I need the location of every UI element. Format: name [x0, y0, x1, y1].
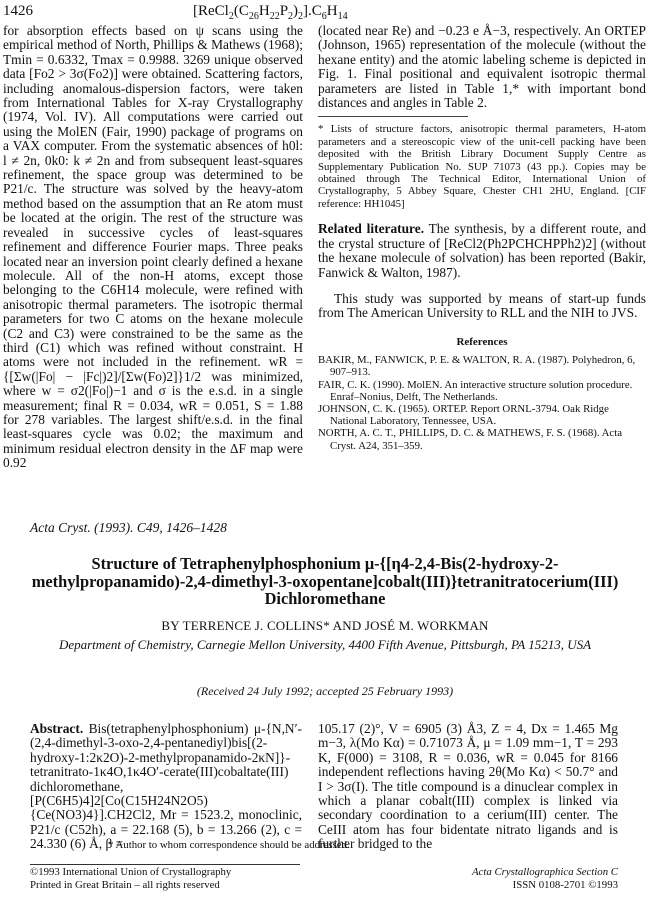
- copyright-block: [30, 866, 231, 891]
- running-header: [3, 3, 647, 21]
- issn: ISSN 0108-2701 ©1993: [512, 878, 618, 891]
- right-column: [318, 24, 646, 452]
- abstract-right-column: [318, 722, 618, 852]
- footer-divider: [30, 864, 300, 865]
- received-dates: (Received 24 July 1992; accepted 25 February 1993): [196, 684, 454, 698]
- abstract-heading: Abstract.: [30, 721, 84, 736]
- author-affiliation: Department of Chemistry, Carnegie Mellon University, 4400 Fifth Avenue, Pittsburgh, PA 15213, USA: [58, 637, 592, 652]
- acknowledgement: This study was supported by means of start-up funds from The American University to RLL and the NIH to JVS.: [318, 290, 646, 321]
- experimental-text: for absorption effects based on ψ scans using the empirical method of North, Phillips & Mathews (1968); Tmin = 0.6332, Tmax = 0.9988. 3269 unique observed data [Fo2 > 3σ(Fo2)] were obtained. Scattering factors, including anomalous-dispersion factors, were taken from International Tables for X-ray Crystallography (1974, Vol. IV). All computations were carried out using the MolEN (Fair, 1990) package of programs on a VAX computer. From the systematic absences of h0l: l ≠ 2n, 0k0: k ≠ 2n and from subsequent least-squares refinement, the space group was determined to be P21/c. The structure was solved by the heavy-atom method based on the assumption that an Re atom must be located at the origin. The rest of the structure was revealed in successive cycles of least-squares refinement and difference Fourier maps. Three peaks located near an inversion point clearly defined a hexane molecule. All of the non-H atoms, except those belonging to the C6H14 molecule, were refined with anisotropic thermal parameters. The isotropic thermal parameters for two C atoms on the hexane molecule (C2 and C3) were constrained to be the same as the third (C1) which was refined without constraint. H atoms were not included in the refinement. wR = {[Σw(|Fo| − |Fc|)2]/[Σw(Fo)2]}1/2 was minimized, where w = σ2(|Fo|)−1 and σ is the e.s.d. in a single measurement; final R = 0.034, wR = 0.051, S = 1.88 for 278 variables. The largest shift/e.s.d. in the final least-squares cycle was 0.02; the maximum and minimum residual electron density in the ΔF map were 0.92: [3, 23, 303, 471]
- related-text: The synthesis, by a different route, and the crystal structure of [ReCl2(Ph2PCHCHPPh2)2] (without the hexane molecule of solvation) has been reported (Bakir, Fanwick & Walton, 1987).: [318, 221, 647, 280]
- abstract-left-column: [30, 722, 302, 852]
- abstract-left-text: Bis(tetraphenylphosphonium) μ-{N,N′-(2,4-dimethyl-3-oxo-2,4-pentanediyl)bis[(2-hydroxy-1:2κ2O)-2-methylpropanamido-2κN]}-tetranitrato-1κ4O,1κ4O′-cerate(III)cobaltate(III) dichloromethane, [P(C6H5)4]2[Co(C15H24N2O5){Ce(NO3)4}].CH2Cl2, Mr = 1523.2, monoclinic, P21/c (C52h), a = 22.168 (5), b = 13.266 (2), c = 24.330 (6) Å, β =: [30, 721, 302, 852]
- references-heading: References: [456, 335, 508, 348]
- left-column: [3, 24, 303, 471]
- reference-item: NORTH, A. C. T., PHILLIPS, D. C. & MATHEWS, F. S. (1968). Acta Cryst. A24, 351–359.: [318, 427, 623, 452]
- page-number: 1426: [3, 3, 33, 19]
- article-title: Structure of Tetraphenylphosphonium μ-{[η4-2,4-Bis(2-hydroxy-2-methylpropanamido)-2,4-dimethyl-3-oxopentane]cobalt(III)}tetranitratocerium(III) Dichloromethane: [31, 554, 619, 609]
- footnote-divider: [318, 116, 468, 117]
- copyright: ©1993 International Union of Crystallography: [30, 866, 232, 878]
- reference-item: BAKIR, M., FANWICK, P. E. & WALTON, R. A. (1987). Polyhedron, 6, 907–913.: [318, 354, 636, 379]
- related-heading: Related literature.: [318, 221, 425, 237]
- continuation-text: (located near Re) and −0.23 e Å−3, respectively. An ORTEP (Johnson, 1965) representation of the molecule (without the hexane entity) and the atomic labeling scheme is depicted in Fig. 1. Final positional and equivalent isotropic thermal parameters are listed in Table 1,* with important bond distances and angles in Table 2.: [318, 23, 646, 111]
- deposition-footnote: * Lists of structure factors, anisotropic thermal parameters, H-atom parameters and a stereoscopic view of the unit-cell packing have been deposited with the British Library Document Supply Centre as Supplementary Publication No. SUP 71073 (43 pp.). Copies may be obtained through The Technical Editor, International Union of Crystallography, 5 Abbey Square, Chester CH1 2HU, England. [CIF reference: HH1045]: [318, 123, 646, 210]
- author-footnote: * Author to whom correspondence should be addressed.: [108, 839, 350, 851]
- printed-in: Printed in Great Britain – all rights reserved: [30, 878, 220, 891]
- reference-item: FAIR, C. K. (1990). MolEN. An interactive structure solution procedure. Enraf–Nonius, Delft, The Netherlands.: [318, 378, 633, 403]
- abstract-left: [30, 722, 302, 852]
- journal-reference: Acta Cryst. (1993). C49, 1426–1428: [30, 520, 227, 535]
- related-literature: [318, 222, 646, 280]
- running-title: $[ReCl_2(C_{26}H_{22}P_2)_2].C_6H_{14}$: [193, 3, 348, 22]
- article-authors: BY TERRENCE J. COLLINS* AND JOSÉ M. WORKMAN: [161, 618, 489, 633]
- journal-name: Acta Crystallographica Section C: [471, 866, 618, 878]
- journal-footer: [318, 866, 618, 891]
- abstract-right-text: 105.17 (2)°, V = 6905 (3) Å3, Z = 4, Dx = 1.465 Mg m−3, λ(Mo Kα) = 0.71073 Å, μ = 1.09 mm−1, T = 293 K, F(000) = 3108, R = 0.036, wR = 0.045 for 8166 independent reflections having 2θ(Mo Kα) < 50.7° and I > 3σ(I). The title compound is a dinuclear complex in which a planar cobalt(III) complex is linked via secondary coordination to a cerium(III) center. The CeIII atom has four bidentate nitrato ligands and is further bridged to the: [318, 721, 618, 852]
- reference-item: JOHNSON, C. K. (1965). ORTEP. Report ORNL-3794. Oak Ridge National Laboratory, Tennessee, USA.: [318, 402, 609, 428]
